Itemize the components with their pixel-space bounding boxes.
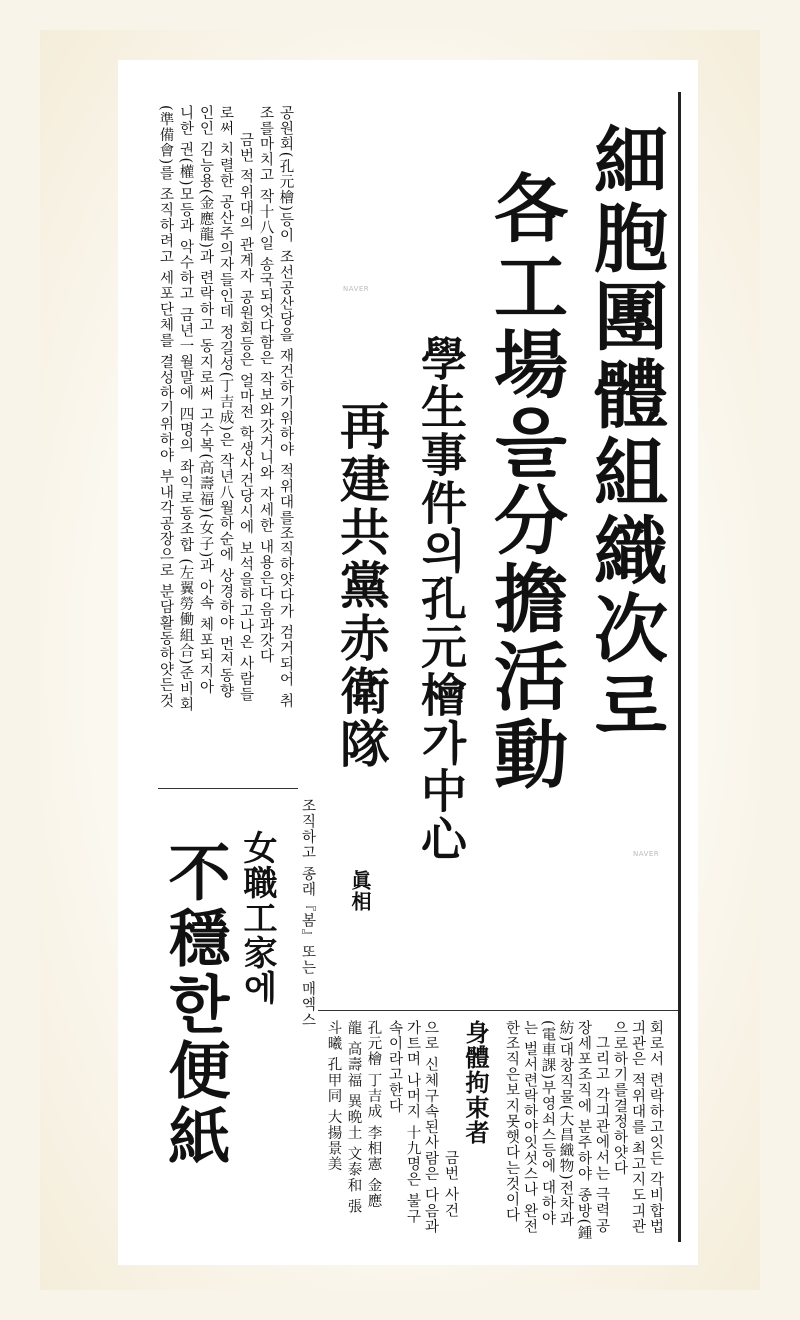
newspaper-clipping — [118, 60, 698, 1265]
article-right-col-7: (準備會)를 조직하려고 세포단체를 결성하기위하야 부내각공장으로 분담활동하얏든것 — [157, 105, 174, 709]
subhead: 再建共黨赤衛隊 — [332, 400, 391, 771]
left-head-2: 不穩한便紙 — [158, 840, 231, 1170]
article-right-col-3: 금번 적위대의 관계자 공원회등은 얼마전 학생사건당시에 보석을하고나온 사람들 — [237, 132, 254, 703]
bottom-col-8: 는 벌서련락하야잇섯스나 완전 — [521, 1020, 538, 1235]
article-right-col-4: 로써 치렬한 공산주의자들인데 정길성(丁吉成)은 작년八월하순에 상경하야 먼저동향 — [217, 105, 234, 699]
bottom-col-6: 紡)대창직물(大昌織物)전차과 — [557, 1020, 574, 1228]
article-continue-line: 조직하고 종래『봄』또는 매엑스 — [299, 798, 316, 1028]
bottom-col-2: 긔관은 적위대를 최고지도긔관 — [629, 1020, 646, 1235]
bottom-col-5: 장세포조직에 분주하야 종방(鍾 — [575, 1020, 592, 1241]
bottom-divider — [318, 1010, 678, 1011]
headline-subtitle: 學生事件의孔元檜가中心 — [414, 335, 468, 863]
sub-col-2: 으로 신체구속된사람은 다음과 — [422, 1020, 439, 1235]
sub-col-4: 속이라고한다 — [386, 1020, 403, 1114]
headline-top: 細胞團體組織次로 — [582, 122, 668, 746]
bottom-col-3: 으로하기를결정하얏다 — [611, 1020, 628, 1176]
headline-main: 各工場을分擔活動 — [482, 170, 568, 794]
sub-col-1: 금번 사건 — [442, 1150, 459, 1219]
sub-col-3: 가트며 나머지 十九명은 불구 — [404, 1020, 421, 1225]
watermark-1: NAVER — [343, 285, 370, 293]
watermark-2: NAVER — [633, 850, 660, 858]
article-right-col-1: 공원회(孔元檜)등이 조선공산당을 재건하기위하야 적위대를조직하얏다가 검거되어 취 — [277, 105, 294, 709]
article-right-col-6: 니한 권(權)모등과 악수하고 금년一월말에 四명의 좌익로동조합 (左翼勞働組合)준비회 — [177, 105, 194, 713]
left-head-1: 女職工家에 — [237, 830, 277, 1005]
subhead-tag: 眞相 — [348, 870, 372, 912]
bottom-col-4: 그리고 각긔관에서는 극력공 — [593, 1035, 610, 1234]
names-col-1: 孔元檜 丁吉成 李相憲 金應 — [365, 1020, 382, 1209]
sub-head-detained: 身體拘束者 — [461, 1020, 490, 1145]
names-col-2: 龍 高壽福 異晩土 文泰和 張 — [345, 1020, 362, 1215]
block-divider — [158, 788, 298, 789]
bottom-col-7: (電車課)부영쇠스등에 대하야 — [539, 1020, 556, 1227]
bottom-col-1: 회로서 련락하고잇든 각비합법 — [647, 1020, 664, 1235]
article-right-col-5: 인인 김능용(金應龍)과 련락하고 동지로써 고수복(高壽福)(女子)과 아속 체포되지아 — [197, 105, 214, 695]
names-col-3: 斗曦 孔甲同 大揚景美 — [325, 1020, 342, 1172]
right-border-rule — [678, 92, 681, 1242]
bottom-col-9: 한조직은보지못햇다는것이다 — [503, 1020, 520, 1223]
article-right-col-2: 조를마치고 작十八일 송국되엇다함은 작보와갓거니와 자세한 내용은다음과갓다 — [257, 105, 274, 664]
